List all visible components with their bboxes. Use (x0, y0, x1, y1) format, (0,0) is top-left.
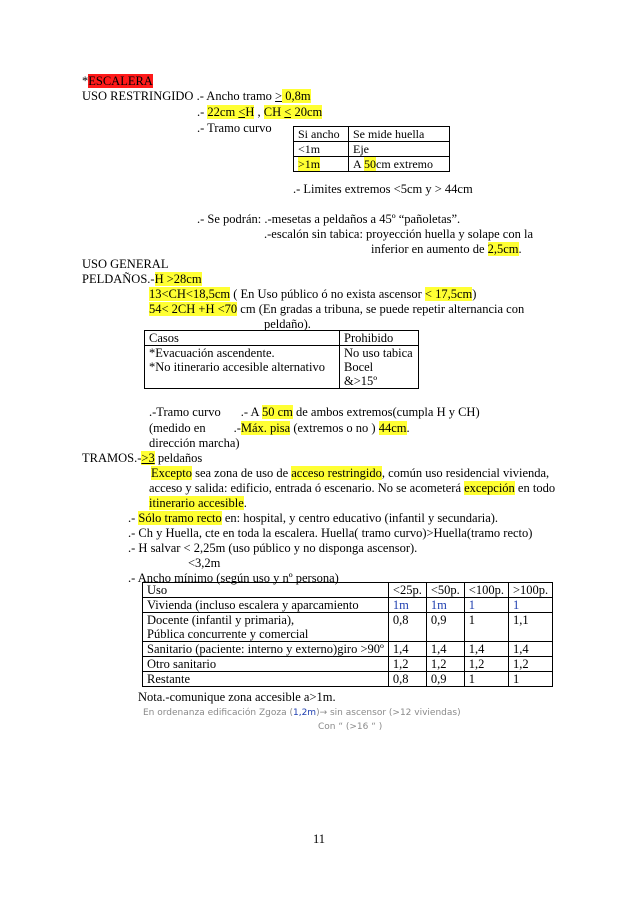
step-formula-line: 54< 2CH +H <70 cm (En gradas a tribuna, se puede repetir alternancia con (149, 302, 525, 316)
restricted-use-line: USO RESTRINGIDO .- Ancho tramo > 0,8m (82, 89, 311, 103)
accessible-route-line: itinerario accesible. (149, 496, 247, 510)
exception-line: Excepto sea zona de uso de acceso restringido, común uso residencial vivienda, (151, 466, 550, 480)
table-row: Vivienda (incluso escalera y aparcamiento 1m 1m 1 1 (143, 598, 553, 613)
direction-line: dirección marcha) (149, 436, 240, 450)
general-use-heading: USO GENERAL (82, 257, 169, 271)
tread-measure-table: Si ancho Se mide huella <1m Eje >1m A 50cm extremo (293, 126, 450, 172)
landings-line: .- Se podrán: .-mesetas a peldaños a 45º “pañoletas”. (197, 212, 461, 226)
section-title: *ESCALERA (82, 74, 153, 88)
table-row: Docente (infantil y primaria), 0,8 0,9 1 1,1 (143, 613, 553, 628)
steps-line: PELDAÑOS.-H >28cm (82, 272, 202, 286)
table-row: Sanitario (paciente: interno y externo)giro >90º 1,4 1,4 1,4 1,4 (143, 642, 553, 657)
min-width-table (142, 582, 553, 687)
flights-line: TRAMOS.->3 peldaños (82, 451, 203, 465)
curved-flight-line: .- Tramo curvo (197, 121, 272, 135)
prohibited-cases-table: Casos Prohibido *Evacuación ascendente. No uso tabica *No itinerario accesible alternativo Bocel &>15º (144, 330, 419, 389)
measured-line: (medido en .-Máx. pisa (extremos o no ) 44cm. (149, 421, 410, 435)
straight-flight-line: .- Sólo tramo recto en: hospital, y centro educativo (infantil y secundaria). (128, 511, 499, 525)
ordinance-line: En ordenanza edificación Zgoza (1,2m)→ sin ascensor (>12 viviendas) (143, 708, 461, 718)
limits-line: .- Limites extremos <5cm y > 44cm (293, 182, 473, 196)
min-width-line: .- Ancho mínimo (según uso y nº persona) (128, 571, 339, 585)
ordinance-line-2: Con “ (>16 “ ) (318, 722, 383, 732)
tread-constant-line: .- Ch y Huella, cte en toda la escalera. Huella( tramo curvo)>Huella(tramo recto) (128, 526, 533, 540)
access-line: acceso y salida: edificio, entrada ó escenario. No se acometerá excepción en todo (149, 481, 556, 495)
page-number: 11 (312, 832, 326, 846)
height-line-2: <3,2m (188, 556, 221, 570)
table-row: Uso <25p. <50p. <100p. >100p. (143, 583, 553, 598)
table-row: Otro sanitario 1,2 1,2 1,2 1,2 (143, 657, 553, 672)
note-line: Nota.-comunique zona accesible a>1m. (138, 690, 336, 704)
open-riser-line: .-escalón sin tabica: proyección huella y solape con la (264, 227, 533, 241)
riser-line: .- 22cm <H , CH < 20cm (197, 105, 323, 119)
table-row: Restante 0,8 0,9 1 1 (143, 672, 553, 687)
riser-range-line: 13<CH<18,5cm ( En Uso público ó no exista ascensor < 17,5cm) (149, 287, 477, 301)
curved-rule-line: .-Tramo curvo .- A 50 cm de ambos extremos(cumpla H y CH) (149, 405, 480, 419)
height-line: .- H salvar < 2,25m (uso público y no disponga ascensor). (128, 541, 418, 555)
table-row: Pública concurrente y comercial (143, 627, 553, 642)
step-formula-cont: peldaño). (264, 317, 311, 331)
overlap-line: inferior en aumento de 2,5cm. (371, 242, 522, 256)
